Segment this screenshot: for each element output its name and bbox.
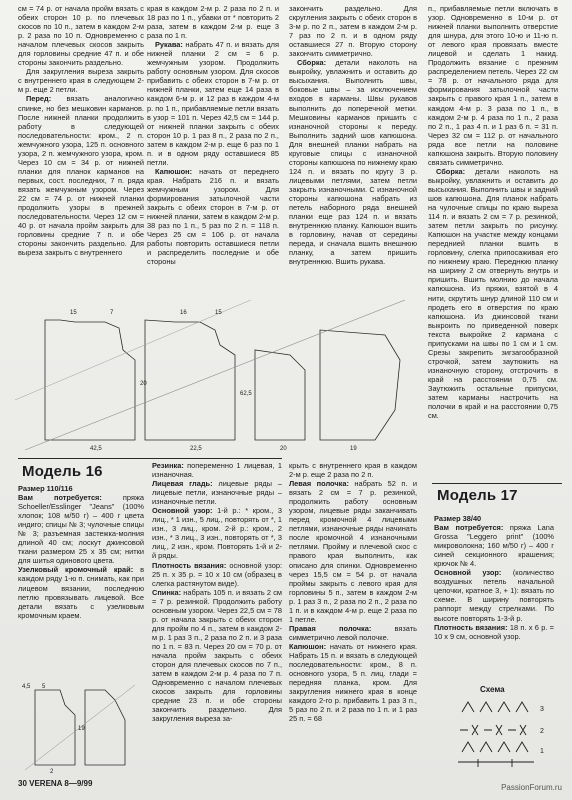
dim-label: 5	[42, 684, 46, 690]
paragraph: Рукава: набрать 47 п. и вязать для нижней планки 2 см = 6 р. жемчужным узором. Продолжить работу основным узором. Для скосов прибавить с обеих сторон в 7-м р. от нижней планки, затем еще 14 раза в каждом 6-м р. и 12 раз в каждом 4-м р. по 1 п., прибавляемые петли вязать в узор = 101 п. Через 42,5 см = 144 р. от нижней планки закрыть с обеих сторон 10 р. 1 раз 8 п., 2 раза по 2 п., затем в каждом 2-м р. еще 6 раз по 1 п. и в одном ряду оставшиеся 85 петли.	[147, 40, 279, 167]
paragraph: Вам потребуется: пряжа Lana Grossa "Leggero print" (100% микроволокна; 160 м/50 г) – 400 г синей секционного крашения; крючок № 4.	[434, 523, 554, 569]
paragraph: Спинка: набрать 105 п. и вязать 2 см = 7 р. резинкой. Продолжить работу основным узором. Через 22,5 см = 78 р. от начала закрыть с обеих сторон для пройм по 4 п., затем в каждом 2-м р. 1 раз 3 п., 2 раза по 2 п. и 3 раза по 1 п. = 83 п. Через 20 см = 70 р. от начала пройм закрыть с обеих сторон для плечевых скосов по 7 п., затем в каждом 2-м р. 4 раза по 7 п. Одновременно с началом плечевых скосов закрыть для горловины средние 23 п. и обе стороны закончить раздельно. Для закругления выреза за-	[152, 587, 282, 724]
paragraph: закончить раздельно. Для скругления закрыть с обеих сторон в 3-м р. по 2 п., затем в каждом 2-м р. 7 раз по 2 п. и в одном ряду оставшиеся 27 п. Вторую сторону закончить симметрично.	[289, 4, 417, 59]
dim-label: 15	[215, 310, 222, 316]
model-16-heading: Модель 16	[22, 463, 103, 480]
paragraph: Плотность вязания: основной узор: 25 п. х 35 р. = 10 х 10 см (образец в слегка растянутом виде).	[152, 560, 282, 588]
model17-instructions-column	[434, 514, 554, 641]
model16-pocket-diagram	[20, 680, 140, 775]
dim-label: 62,5	[240, 391, 252, 397]
text-column-4	[428, 4, 558, 420]
paragraph: п., прибавляемые петли включать в узор. Одновременно в 10-м р. от нижней планки выполнить отверстие для шнура, для этого 10-ю и 11-ю п. от левого края провязать вместе лицевой и сделать 1 накид. Продолжить вязание с прежним распределением петель. Через 22 см = 78 р. от начального ряда для формирования затылочной части закрыть с правого края 1 п., затем в каждом 4-м р. 3 раза по 1 п., в каждом 2-м р. 4 раза по 1 п., 2 раза по 2 п., 1 раз 4 п. и 1 раз 6 п. = 31 п. Через 32 см = 112 р. от начального ряда все петли на половине капюшона закрыть. Вторую половину связать симметрично.	[428, 4, 558, 167]
section-divider	[432, 483, 562, 484]
watermark: PassionForum.ru	[501, 783, 562, 792]
dim-label: 7	[110, 310, 114, 316]
paragraph: Размер 38/40	[434, 514, 482, 523]
paragraph: Узелковый кромочный край: в каждом ряду 1-ю п. снимать, как при лицевом вязании, последнюю петлю провязывать лицевой. Все детали вязать с узелковым кромочным краем.	[18, 565, 145, 620]
row-number: 3	[540, 706, 544, 713]
model16-instructions-column-2	[289, 461, 417, 723]
dim-label: 20	[140, 381, 147, 387]
paragraph: Основной узор: (количество воздушных петель начальной цепочки, кратное 3, + 1): вязать по схеме. В ширину повторять раппорт между стрелками. По высоте повторять 1-3-й р.	[434, 568, 555, 623]
paragraph: Перед: вязать аналогично спинке, но без мешковин карманов. После нижней планки продолжить работу в следующей последовательности: кром., 2 п. жемчужного узора, 125 п. основного узора, 2 п. жемчужного узора, кром. Через 10 см = 34 р. от нижней планки для планок карманов на первых, сост. последних, 7 п. ряда вязать жемчужным узором. Через 22 см = 74 р. от нижней планки продолжить узоры в прежней последовательности. Через 12 см = 40 р. от начала пройм закрыть для горловины средние 7 п. и обе стороны закончить раздельно. Для выреза закрыть с внутреннего	[18, 94, 144, 258]
paragraph: Капюшон: начать от переднего края. Набрать 216 п. и вязать жемчужным узором. Для формирования затылочной части закрыть с обеих сторон в 7-м р. от нижней планки, затем в каждом 2-м р. 38 раз по 1 п., 5 раз по 2 п. = 118 п. Через 25 см = 106 р. от начала работы повторить оставшиеся петли и распределить последние и обе стороны	[147, 166, 279, 267]
pattern-diagrams	[15, 300, 425, 460]
paragraph: Лицевая гладь: лицевые ряды – лицевые петли, изнаночные ряды – изнаночные петли.	[152, 479, 282, 507]
dim-label: 42,5	[90, 446, 102, 452]
text-column-2	[147, 4, 279, 266]
section-divider	[18, 458, 282, 459]
paragraph: Левая полочка: набрать 52 п. и вязать 2 см = 7 р. резинкой, продолжить работу основным узором, лицевые ряды заканчивать перед кромочной 4 лицевыми петлями, изнаночные ряды начинать после кромочной 4 изнаночными петлями. Пройму и плечевой скос с правого края выполнить, как описано для спинки. Одновременно через 15,5 см = 54 р. от начала проймы закрыть с левого края для горловины 5 п., затем в каждом 2-м р. 1 раз 3 п., 2 раза по 2 п., 2 раза по 1 п. и в каждом 4-м р. еще 2 раза по 1 петле.	[289, 479, 417, 624]
paragraph: Правая полочка: вязать симметрично левой полочке.	[289, 623, 417, 642]
paragraph: Вам потребуется: пряжа Schoeller/Esslinger "Jeans" (100% хлопок; 108 м/50 г) – 400 г цвета индиго; спицы № 3; чулочные спицы № 3; разъемная застежка-молния длиной 40 см; лоскут джинсовой ткани размером 25 х 35 см; нитки для шитья одинового цвета.	[18, 493, 145, 566]
text-column-3	[289, 4, 417, 266]
paragraph: Размер 110/116	[18, 484, 73, 493]
dim-label: 16	[180, 310, 187, 316]
model16-instructions-column-1	[152, 461, 282, 723]
page-footer: 30 VERENA 8—9/99	[18, 779, 93, 788]
paragraph: края в каждом 2-м р. 2 раза по 2 п. и 18 раз по 1 п., убавки от * повторить 2 раза, затем в каждом 2-м р. еще 3 раза по 1 п.	[147, 4, 279, 41]
dim-label: 20	[280, 446, 287, 452]
paragraph: Плотность вязания: 18 п. х 6 р. = 10 х 9 см, основной узор.	[434, 622, 554, 641]
row-number: 2	[540, 728, 544, 735]
paragraph: Резинка: попеременно 1 лицевая, 1 изнаночная.	[152, 461, 282, 480]
text-column-1	[18, 4, 144, 257]
model16-materials-column	[18, 484, 144, 620]
paragraph: крыть с внутреннего края в каждом 2-м р. еще 2 раза по 2 п.	[289, 461, 417, 480]
dim-label: 4,5	[22, 684, 31, 690]
dim-label: 19	[78, 726, 85, 732]
paragraph: Сборка: детали наколоть на выкройку, увлажнить и оставить до высыхания. Выполнить швы, боковые швы – за исключением входов в карманы. Швы рукавов выполнить до поперечной метки. Мешковины карманов пришить с изнаночной стороны к переду. Выполнить задний шов капюшона. Для внешней планки набрать на круговые спицы с изнаночной стороны капюшона по нижнему краю 124 п. и вязать по кругу 3 р. лицевыми петлями, затем петли закрыть изнаночными. С изнаночной стороны капюшона набрать из петель наборного ряда внешней планки еще раз 124 п. и вязать внутреннюю планку. Капюшон вшить в горловину, начав от середины переда, и сначала вшить внешнюю планку, а затем пришить внутреннюю. Вшить рукава.	[289, 58, 417, 267]
dim-label: 15	[70, 310, 77, 316]
crochet-schema	[452, 697, 562, 772]
row-number: 1	[540, 748, 544, 755]
paragraph: Капюшон: начать от нижнего края. Набрать 15 п. и вязать в следующей последовательности: кром., 8 п. основного узора, 5 п. лиц. глади = передняя планка, кром. Для закругления нижнего края в конце каждого 2-го р. прибавить 1 раз 3 п., 5 раз по 2 п. и 2 раза по 1 п. и 1 раз 25 п. = 68	[289, 641, 417, 724]
paragraph: Сборка: детали наколоть на выкройку, увлажнить и оставить до высыхания. Выполнить швы и задний шов капюшона. Для планок набрать на чулочные спицы по краю выреза 114 п. и вязать 2 см = 7 р. резинкой, затем петли закрыть по рисунку. Капюшон на участке между концами переднией планки вшить в горловину, слегка припосаживая его по нижнему краю. Переднюю планку на ширину 2 см отвернуть внутрь и пришить. Вшить молнию до начала капюшона. Из пряжи, взятой в 4 нити, скрутить шнур длиной 110 см и продеть его в отверстия по краю капюшона. Из джинсовой ткани выкроить по приведенной поверх текста выкройке 2 кармана с припусками на швы по 1 см и 1 см. Срезы закрепить зигзагообразной строчкой, затем заутюжить на изнаночную сторону, отстрочить в край на расстоянии 0,75 см. Заутюжить остальные припуски, затем карманы настрочить на полочки в край и на расстоянии 0,75 см.	[428, 166, 558, 421]
schema-title: Схема	[480, 685, 505, 694]
dim-label: 2	[50, 769, 54, 775]
paragraph: Для закругления выреза закрыть с внутреннего края в следующем 2-м р. еще 2 петли.	[18, 67, 144, 95]
dim-label: 19	[350, 446, 357, 452]
model-17-heading: Модель 17	[437, 487, 518, 504]
paragraph: см = 74 р. от начала пройм вязать с обеих сторон 10 р. по плечевых скосов по 10 п., затем в каждом 2-м р. 2 раза по 10 п. Одновременно с началом плечевых скосов закрыть для горловины средние 47 п. и обе стороны закончить раздельно.	[18, 4, 144, 68]
paragraph: Основной узор: 1-й р.: * кром., 3 лиц., * 1 изн., 5 лиц., повторять от *, 1 изн., 3 лиц., кром. 2-й р.: кром., 2 изн., * 3 лиц., 3 изн., повторять от *, 3 лиц., 2 изн., кром. Повторять 1-й и 2-й ряды.	[152, 506, 283, 561]
dim-label: 22,5	[190, 446, 202, 452]
